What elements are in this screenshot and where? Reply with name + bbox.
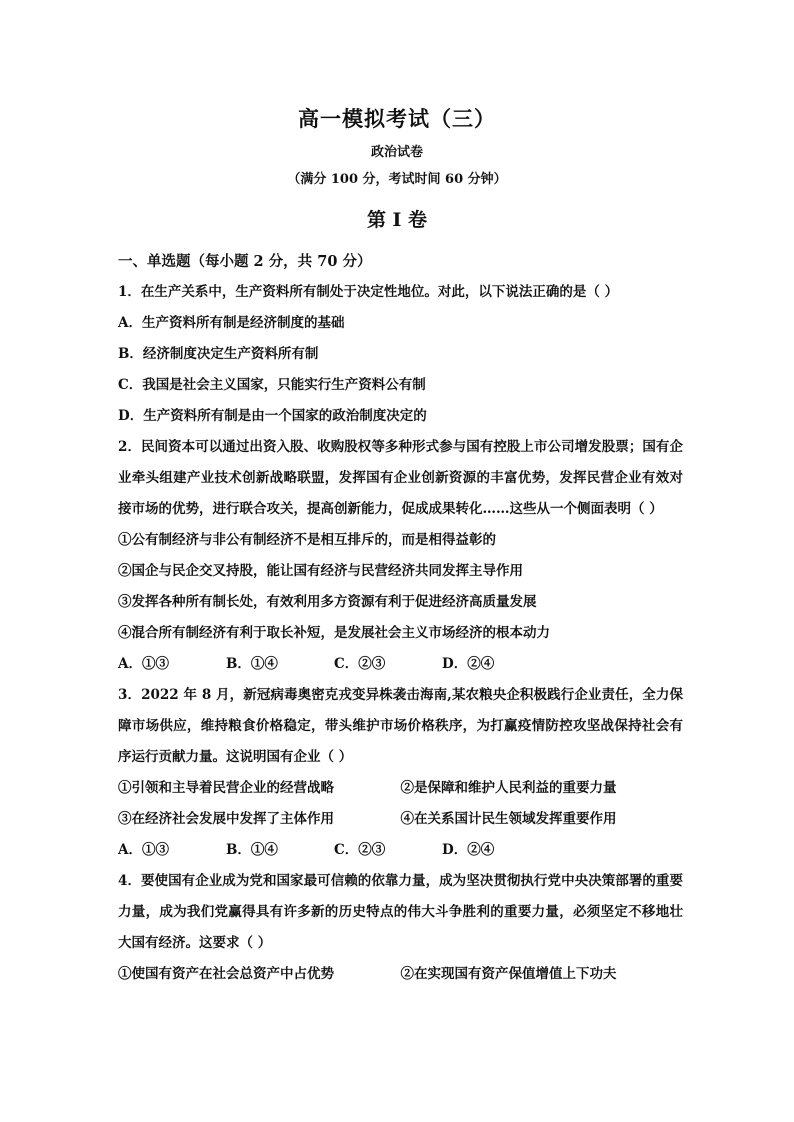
statement-row [118,959,683,990]
answer-option: D．生产资料所有制是由一个国家的政治制度决定的 [118,408,427,424]
answer-option: C．我国是社会主义国家，只能实行生产资料公有制 [118,377,426,393]
statement: ③发挥各种所有制长处，有效利用多方资源有利于促进经济高质量发展 [118,594,537,610]
question-stem: 1．在生产关系中，生产资料所有制处于决定性地位。对此，以下说法正确的是（ ） [118,284,619,300]
question-list [118,246,683,990]
question-stem: 3．2022 年 8 月，新冠病毒奥密克戎变异株袭击海南,某农粮央企积极践行企业责任，全力保障市场供应，维持粮食价格稳定，带头维护市场价格秩序，为打赢疫情防控攻坚战保持社会有序运行贡献力量。这说明国有企业（ ） [118,687,683,765]
exam-subject: 政治试卷 [370,145,423,160]
statement: ②在实现国有资产保值增值上下功夫 [400,966,617,982]
choice-c: C．②③ [334,842,386,858]
statement: ①公有制经济与非公有制经济不是相互排斥的，而是相得益彰的 [118,532,496,548]
choice-row [118,649,683,680]
choice-d: D．②④ [442,656,495,672]
choice-d: D．②④ [442,842,495,858]
statement: ②国企与民企交叉持股，能让国有经济与民营经济共同发挥主导作用 [118,563,523,579]
exam-note: （满分 100 分，考试时间 60 分钟） [287,172,507,187]
choice-c: C．②③ [334,656,386,672]
statement: ①使国有资产在社会总资产中占优势 [118,966,334,982]
statement-row [118,773,683,804]
statement: ③在经济社会发展中发挥了主体作用 [118,811,334,827]
statement-row [118,804,683,835]
statement: ①引领和主导着民营企业的经营战略 [118,780,334,796]
volume-heading: 第 I 卷 [366,209,428,231]
choice-b: B．①④ [226,842,278,858]
choice-b: B．①④ [226,656,278,672]
question-stem: 4．要使国有企业成为党和国家最可信赖的依靠力量，成为坚决贯彻执行党中央决策部署的重要力量，成为我们党赢得具有许多新的历史特点的伟大斗争胜利的重要力量，必须坚定不移地壮大国有经济。这要求（ ） [118,873,683,951]
choice-a: A．①③ [118,842,169,858]
choice-a: A．①③ [118,656,169,672]
question-stem: 2．民间资本可以通过出资入股、收购股权等多种形式参与国有控股上市公司增发股票；国有企业牵头组建产业技术创新战略联盟，发挥国有企业创新资源的丰富优势，发挥民营企业有效对接市场的优势，进行联合攻关，提高创新能力，促成成果转化……这些从一个侧面表明（ ） [118,439,683,517]
statement: ④混合所有制经济有利于取长补短，是发展社会主义市场经济的根本动力 [118,625,550,641]
statement: ④在关系国计民生领域发挥重要作用 [400,811,617,827]
statement: ②是保障和维护人民利益的重要力量 [400,780,617,796]
section-heading: 一、单选题（每小题 2 分，共 70 分） [118,253,372,270]
exam-title: 高一模拟考试（三） [298,106,496,131]
choice-row [118,835,683,866]
answer-option: A．生产资料所有制是经济制度的基础 [118,315,345,331]
answer-option: B．经济制度决定生产资料所有制 [118,346,319,362]
